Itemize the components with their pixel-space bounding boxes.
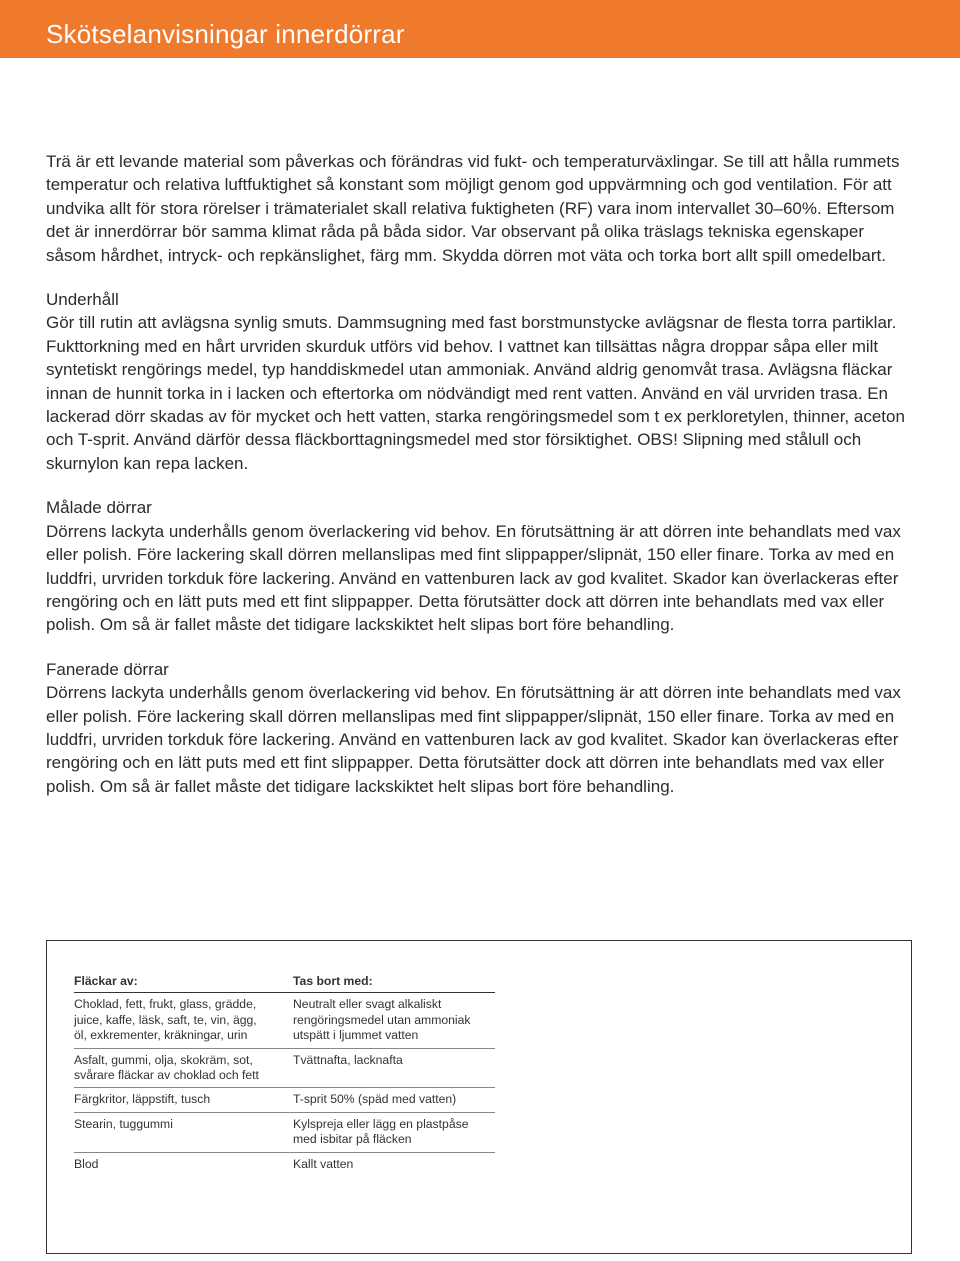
remedy-cell: Neutralt eller svagt alkaliskt rengöringsmedel utan ammoniak utspätt i ljummet vatten: [293, 997, 471, 1043]
stain-cell: Choklad, fett, frukt, glass, grädde, juice, kaffe, läsk, saft, te, vin, ägg, öl, exkrementer, kräkningar, urin: [74, 997, 257, 1043]
table-row: [74, 1048, 495, 1088]
remedy-cell: T-sprit 50% (späd med vatten): [293, 1092, 457, 1107]
column-header-remedy: Tas bort med:: [293, 974, 495, 993]
remedy-cell: Tvättnafta, lacknafta: [293, 1052, 403, 1067]
stain-cell: Asfalt, gummi, olja, skokräm, sot, svårare fläckar av choklad och fett: [74, 1052, 259, 1083]
table-row: [74, 993, 495, 1048]
section-fanerade-dorrar: [46, 658, 914, 798]
section-text: Dörrens lackyta underhålls genom överlackering vid behov. En förutsättning är att dörren inte behandlats med vax eller polish. Före lackering skall dörren mellanslipas med fint slippapper/slipnät, 150 eller finare. Torka av med en luddfri, urvriden torkduk före lackering. Använd en vattenburen lack av god kvalitet. Skador kan överlackeras efter rengöring och en lätt puts med ett fint slippapper. Detta förutsätter dock att dörren inte behandlats med vax eller polish. Om så är fallet måste det tidigare lackskiktet helt slipas bort före behandling.: [46, 521, 901, 635]
stain-cell: Blod: [74, 1156, 99, 1171]
stain-cell: Färgkritor, läppstift, tusch: [74, 1092, 211, 1107]
table-row: [74, 1152, 495, 1176]
stain-removal-box: [46, 940, 912, 1254]
intro-paragraph: Trä är ett levande material som påverkas och förändras vid fukt- och temperaturväxlingar. Se till att hålla rummets temperatur och relativa luftfuktighet så konstant som möjligt genom god uppvärmning och god ventilation. För att undvika allt för stora rörelser i trämaterialet skall relativa fuktigheten (RF) vara inom intervallet 30–60%. Eftersom det är innerdörrar bör samma klimat råda på båda sidor. Var observant på olika träslags tekniska egenskaper såsom hårdhet, intryck- och repkänslighet, färg mm. Skydda dörren mot väta och torka bort allt spill omedelbart.: [46, 152, 900, 265]
stain-cell: Stearin, tuggummi: [74, 1116, 173, 1131]
section-text: Dörrens lackyta underhålls genom överlackering vid behov. En förutsättning är att dörren inte behandlats med vax eller polish. Före lackering skall dörren mellanslipas med fint slippapper/slipnät, 150 eller finare. Torka av med en luddfri, urvriden torkduk före lackering. Använd en vattenburen lack av god kvalitet. Skador kan överlackeras efter rengöring och en lätt puts med ett fint slippapper. Detta förutsätter dock att dörren inte behandlats med vax eller polish. Om så är fallet måste det tidigare lackskiktet helt slipas bort före behandling.: [46, 683, 901, 796]
section-underhall: [46, 288, 914, 475]
table-row: [74, 1088, 495, 1112]
header-bar: [0, 0, 960, 58]
section-text: Gör till rutin att avlägsna synlig smuts. Dammsugning med fast borstmunstycke avlägsnar de flesta torra partiklar. Fukttorkning med en hårt urvriden skurduk utförs vid behov. I vattnet kan tillsättas några droppar såpa eller milt syntetiskt rengörings medel, typ handdiskmedel utan ammoniak. Använd aldrig genomvåt trasa. Avlägsna fläckar innan de hunnit torka in i lacken och eftertorka om nödvändigt med rent vatten. Använd en väl urvriden trasa. En lackerad dörr skadas av för mycket och hett vatten, starka rengöringsmedel som t ex perkloretylen, thinner, aceton och T-sprit. Använd därför dessa fläckborttagningsmedel med stor försiktighet. OBS! Slipning med stålull och skurnylon kan repa lacken.: [46, 313, 905, 473]
section-heading: Fanerade dörrar: [46, 659, 169, 679]
column-header-stain: Fläckar av:: [74, 974, 293, 993]
stain-removal-table: [74, 974, 495, 1176]
page-title: Skötselanvisningar innerdörrar: [46, 19, 405, 50]
document-body: [46, 150, 914, 798]
remedy-cell: Kylspreja eller lägg en plastpåse med isbitar på fläcken: [293, 1116, 469, 1147]
section-heading: Underhåll: [46, 290, 119, 310]
section-heading: Målade dörrar: [46, 498, 152, 518]
table-row: [74, 1112, 495, 1152]
section-malade-dorrar: [46, 496, 914, 636]
table-header-row: [74, 974, 495, 993]
remedy-cell: Kallt vatten: [293, 1156, 354, 1171]
